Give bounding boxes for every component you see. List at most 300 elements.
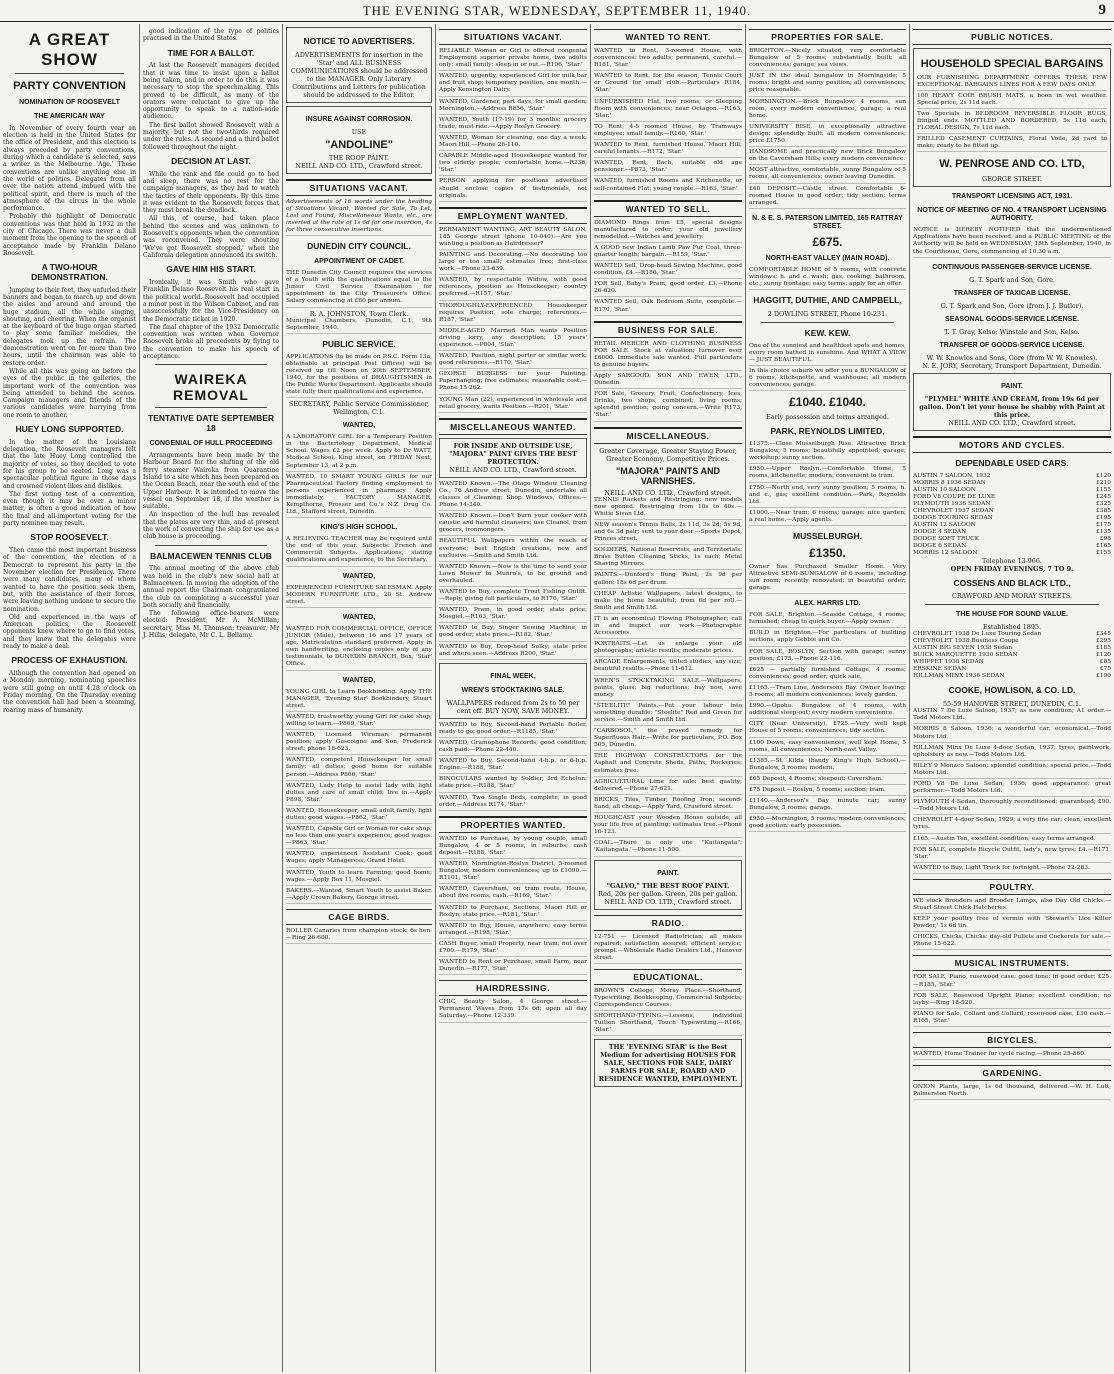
- cooke-howlison-address: 55-59 HANOVER STREET, DUNEDIN, C.1.: [942, 700, 1082, 709]
- galvo-box: [594, 860, 742, 910]
- classified-ad: COAL.—There is only one "Kaitangata"; 'Kaitangata.'—Phone 11-500.: [594, 840, 742, 856]
- article-paragraph: In November of every fourth year an election is held in the United States for the office of President, and this election is always preceded by party conventions, during which a candidate is selected, says a writer in the Melbourne 'Age.' These conventions are unlike anything else in the world of politics. Delegates from all over the nation attend imbued with the political spirit, and there is much of the atmosphere of the circus in the whole performance.: [3, 124, 136, 213]
- car-row: [913, 543, 1111, 550]
- dcc-date: Municipal Chambers, Dunedin, C.1, 9th September, 1940.: [286, 318, 432, 334]
- classified-ad: UNFURNISHED Flat, two rooms, or Sleeping Room with conveniences; near Octagon.—R163, 'Star.': [594, 99, 742, 122]
- notice-text: ADVERTISEMENTS for insertion in the 'Star' and ALL BUSINESS COMMUNICATIONS should be addressed to the MANAGER. Only Literary Contributions and Letters for publication should be addressed to the Editor.: [290, 50, 428, 99]
- motor-ad: £165.—Austin Ten, excellent condition; easy terms arranged.: [913, 836, 1111, 845]
- car-name: MORRIS 8 1936 SEDAN: [913, 479, 986, 486]
- license-category: TRANSFER OF GOODS-SERVICE LICENSE.: [939, 341, 1085, 349]
- category-wanted-to-rent: WANTED TO RENT.: [594, 29, 742, 45]
- car-price: £85: [1099, 659, 1111, 666]
- majora-box: [439, 438, 587, 478]
- subhead-process-exhaustion: PROCESS OF EXHAUSTION.: [11, 655, 128, 666]
- classified-ad: WANTED, urgently, experienced Girl for milk bar and fruit shop; temporary position, one month.—Apply Kensington Dairy.: [439, 73, 587, 96]
- car-row: [913, 645, 1111, 652]
- column-6: [746, 24, 910, 1372]
- classified-ad: BEAUTIFUL Wallpapers within the reach of everyone; best English creations, new and exclusive.—Smith and Smith Ltd.: [439, 538, 587, 561]
- wrens-title: FINAL WEEK,: [490, 672, 536, 680]
- car-price: £190: [1096, 673, 1111, 680]
- classified-ad: WANTED, Lady Help to assist lady with light duties and care of small child; live in.—Apply P898, 'Star.': [286, 783, 432, 806]
- music-ad: FOR SALE, Piano, rosewood case; good tone; in good order; £25.—R185, 'Star.': [913, 974, 1111, 990]
- classified-ad: AGRICULTURAL Lime for sale; best quality; delivered.—Phone 27-621.: [594, 779, 742, 795]
- category-gardening: GARDENING.: [913, 1065, 1111, 1081]
- property-ad: £625 — partially furnished Cottage, 4 rooms; conveniences; good order; quick sale.: [749, 667, 906, 683]
- subhead-american-way: THE AMERICAN WAY: [34, 112, 105, 120]
- category-bicycles: BICYCLES.: [913, 1032, 1111, 1048]
- car-price: £165: [1096, 542, 1111, 549]
- divider: [155, 407, 267, 408]
- classified-ad: WANTED, Pram, in good order, state price; Mosgiel.—R163, 'Star.': [439, 607, 587, 623]
- music-ad: PIANO for Sale, Collard and Collard, rosewood case, £30 cash.—R165, 'Star.': [913, 1011, 1111, 1027]
- car-price: £175: [1096, 521, 1111, 528]
- penrose-bargains-ad: [913, 48, 1111, 187]
- car-price: £120: [1096, 652, 1111, 659]
- article-paragraph: All this, of course, had taken place behind the scenes and was unknown to Roosevelt's opponents when the convention was reconvened. They were shouting 'We've got Roosevelt stopped,' when the California delegation announced its switch.: [143, 215, 279, 259]
- car-price: £75: [1099, 666, 1111, 673]
- car-name: AUSTIN 7 SALOON, 1932: [913, 472, 991, 479]
- subhead-congenial: CONGENIAL OF HULL PROCEEDING: [149, 440, 273, 447]
- classified-ad: WANTED Known.—The Otago Window Cleaning Co., 76 Andrew street, Dunedin, undertake all classes of Cleaning; Shop Windows, Offices.—Phone 14-340.: [439, 481, 587, 511]
- column-3: [283, 24, 436, 1372]
- classified-ad: RETAIL MERCER AND CLOTHING BUSINESS FOR SALE. Stock at valuation; turnover over £6000. Immediate sale wanted. Full particulars to genuine buyers.: [594, 341, 742, 371]
- classified-ad: WANTED, Gramophone Records, good condition; cash paid.—Phone 22-440.: [439, 740, 587, 756]
- car-name: AUSTIN 12 SALOON: [913, 521, 976, 528]
- car-name: MORRIS 12 SALOON: [913, 549, 978, 556]
- car-row: [913, 536, 1111, 543]
- car-row: [913, 529, 1111, 536]
- classified-ad: WANTED, Capable Girl or Woman for cake shop; no less than one year's experience; good wages.—P863, 'Star.': [286, 826, 432, 849]
- classified-ad: 12-751 — Licensed Radiotrician; all makes repaired; satisfaction assured; efficient service; prompt.—Wholesale Radio Dealers Ltd., Hanover street.: [594, 934, 742, 964]
- dependable-cars-title: DEPENDABLE USED CARS.: [955, 457, 1069, 468]
- classified-ad: GEORGE BURGESS for your Painting, Paperhanging; free estimates; reasonable cost.—Phone 15-262.: [439, 371, 587, 394]
- column-4: [436, 24, 591, 1372]
- property-ad: £950.—Mornington, 5 rooms; modern conveniences; good section; early possession.: [749, 816, 906, 832]
- misc-intro: Greater Coverage, Greater Staying Power, Greater Economy, Competitive Prices.: [599, 446, 737, 463]
- car-price: £155: [1096, 486, 1111, 493]
- car-row: [913, 659, 1111, 666]
- car-name: DODGE 4 SEDAN: [913, 528, 967, 535]
- public-service-sign: SECRETARY, Public Service Commissioner, Wellington, C.1.: [288, 400, 430, 417]
- classified-ad: WANTED to Purchase, by young couple, small Bungalow, 4 or 5 rooms, in suburbs; cash deposit.—R188, 'Star.': [439, 836, 587, 859]
- kew-text: One of the sunniest and healthiest spots and homes, every room bathed in sunshine. And WHAT A VIEW — JUST BEAUTIFUL.: [749, 343, 906, 366]
- classified-ad: WANTED, Youth (17-19) for 3 months; grocery trade; must ride.—Apply Roslyn Grocery.: [439, 117, 587, 133]
- andoline-desc: THE ROOF PAINT.: [328, 153, 390, 162]
- license-category: SEASONAL GOODS-SERVICE LICENSE.: [945, 315, 1079, 323]
- category-hairdressing: HAIRDRESSING.: [439, 980, 587, 996]
- car-row: [913, 508, 1111, 515]
- column-1: [0, 24, 140, 1372]
- article-paragraph: Then came the most important business of the convention, the election of a Democrat to represent his party in the November election for Presidency. There were many candidates, many of whom wanted to have the position seek them, but, with the assistance of their forces, were leaving nothing undone to secure the nomination.: [3, 547, 136, 613]
- classified-ad: WANTED, furnished Rooms and Kitchenette, or self-contained Flat; young couple.—R163, 'Star.': [594, 178, 742, 194]
- classified-ad: WANTED to Rent, for the season, Tennis Court or Ground for small club.—Particulars R184, 'Star.': [594, 73, 742, 96]
- poultry-ad: WE stock Brooders and Brooder Lamps, also Day Old Chicks.—Stuart Street Chick Hatcheries.: [913, 898, 1111, 914]
- cossens-address: CRAWFORD AND MORAY STREETS.: [951, 592, 1073, 601]
- classified-ad: "STEELITE" Paints.—Put your labour into something durable; "Steelite" Red and Green for service.—Smith and Smith Ltd.: [594, 703, 742, 726]
- young-girl-text: YOUNG GIRL to Learn Bookbinding. Apply THE MANAGER, 'Evening Star' Bookbindery, Stuart street.: [286, 689, 432, 712]
- article-paragraph: The final chapter of the 1932 Democratic convention was written when Governor Roosevelt broke all precedents by flying to the convention to make his speech of acceptance.: [143, 323, 279, 360]
- alex-harris-firm: ALEX. HARRIS LTD.: [794, 600, 861, 608]
- classified-ad: NEW season's Tennis Balls, 2s 11d, 3s 2d; 5s 9d, and 6s 3d pair; sent to your door.—Sports Depot, Princes street.: [594, 522, 742, 545]
- plymel-firm: NEILL AND CO. LTD., Crawford street.: [948, 418, 1076, 427]
- car-name: AUSTIN BIG SEVEN 1938 Sedan: [913, 645, 1013, 652]
- category-properties-for-sale: PROPERTIES FOR SALE.: [749, 29, 906, 45]
- car-name: FORD V8 COUPE DE LUXE: [913, 493, 996, 500]
- headline-great-show: A GREAT SHOW: [28, 30, 111, 69]
- article-paragraph: The annual meeting of the above club was held in the club's new social hall at Balmacewen. In moving the adoption of the annual report the Chairman congratulated the club on completing a successful year both socially and financially.: [143, 565, 279, 609]
- article-paragraph: The following office-bearers were elected: President, Mr A. McMillan; secretary, Miss M. Thomson; treasurer, Mr J. Hillis; delegate, Mr C. L. Bellamy.: [143, 610, 279, 640]
- car-name: CHEVROLET 1937 SEDAN: [913, 507, 994, 514]
- classified-ad: YOUNG Man (22), experienced in wholesale and retail grocery, wants Position.—R201, 'Star.': [439, 397, 587, 413]
- andoline-use: USE: [351, 127, 367, 136]
- classified-ad: BAKERS.—Wanted, Smart Youth to assist Baker.—Apply Crown Bakery, George street.: [286, 888, 432, 904]
- category-situations: SITUATIONS VACANT.: [439, 29, 587, 45]
- classified-ad: WANTED, competent Housekeeper for small family; all duties; good home for suitable person.—Address P866, 'Star.': [286, 757, 432, 780]
- classified-ad: WANTED, by respectable Widow, with good references, position as Housekeeper; country preferred.—R157, 'Star.': [439, 277, 587, 300]
- classified-ad: FOR Sale, Grocery, Fruit, Confectionery, Ices, Drinks, two shops, combined; living rooms; splendid position; going concern.—Write R173, 'Star.': [594, 391, 742, 421]
- divider: [15, 73, 124, 74]
- classified-ad: WREN'S STOCKTAKING SALE.—Wallpapers, paints, glass; big reductions; buy now, save money.: [594, 678, 742, 701]
- property-ad: £65 Deposit, 4 Rooms; sleepout; Caversham.: [749, 776, 906, 785]
- galvo-price: Red, 20s per gallon. Green, 20s per gallon.: [598, 889, 738, 898]
- paterson-firm: N. & E. S. PATERSON LIMITED, 165 RATTRAY STREET.: [752, 214, 903, 230]
- car-price: £98: [1099, 535, 1111, 542]
- car-price: £135: [1096, 528, 1111, 535]
- bargains-item: FRILLED CASEMENT CURTAINS, Floral Voile, 2d yard to make; ready to be fitted up.: [917, 136, 1107, 152]
- car-row: [913, 550, 1111, 557]
- car-row: [913, 631, 1111, 638]
- car-name: WHIPPET 1930 SEDAN: [913, 659, 984, 666]
- property-ad: BRIGHTON.—Nicely situated, very comfortable Bungalow of 5 rooms; substantially built; all conveniences; garage; sea views.: [749, 48, 906, 71]
- classified-ad: THE HIGHWAY CONSTRUCTORS for the Asphalt and Concrete Sheds, Paths, Rockeries; estimates free.: [594, 753, 742, 776]
- public-service-text: APPLICATIONS (to be made on P.S.C. Form 13a, obtainable at principal Post Offices) will be received up till Noon on 20th SEPTEMBER, 1940, for the positions of DRAUGHTSMEN in the Public Works Department. Applicants should state fully their qualifications and experience.: [286, 354, 432, 399]
- car-name: AUSTIN 10 SALOON: [913, 486, 976, 493]
- classified-ad: WANTED, Housekeeper, small adult family, light duties; good wages.—P862, 'Star.': [286, 808, 432, 824]
- classified-ad: BINOCULARS wanted by Soldier, 3rd Echelon; state price.—R188, 'Star.': [439, 776, 587, 792]
- galvo-firm: NEILL AND CO. LTD., Crawford street.: [604, 897, 732, 906]
- car-row: [913, 666, 1111, 673]
- car-price: £385: [1096, 507, 1111, 514]
- majora-box-firm: NEILL AND CO. LTD., Crawford street.: [449, 465, 577, 474]
- music-ad: FOR SALE, Rosewood Upright Piano; excellent condition; no layby.—Ring 18-520.: [913, 993, 1111, 1009]
- classified-ad: WANTED to Buy, Second-hand 4-h.p. or 6-h.p. Engine.—R188, 'Star.': [439, 758, 587, 774]
- musselburgh-title: MUSSELBURGH.: [793, 531, 862, 541]
- used-car-list: [913, 473, 1111, 557]
- classified-ad: SOLDIERS, National Reservists, and Territorials: Brass Button Cleaning Sticks, 1s each; Metal Shaving Mirrors.: [594, 547, 742, 570]
- andoline-product: "ANDOLINE": [325, 138, 393, 151]
- motor-ad: FOR SALE, complete Bicycle Outfit, lady's, new tyres; £4.—R171, 'Star.': [913, 847, 1111, 863]
- category-motors: MOTORS AND CYCLES.: [913, 436, 1111, 453]
- classified-ad: ARCADE Enlargements, tinted studies, any size; beautiful results.—Phone 11-612.: [594, 659, 742, 675]
- sound-value-established: Established 1895.: [982, 623, 1042, 632]
- category-wanted-to-sell: WANTED TO SELL.: [594, 200, 742, 217]
- car-price: £185: [1096, 645, 1111, 652]
- masthead-title: THE EVENING STAR, WEDNESDAY, SEPTEMBER 11, 1940.: [362, 2, 752, 18]
- classified-ad: CAPABLE Middle-aged Housekeeper wanted for two elderly people; comfortable home.—R238, 'Star.': [439, 153, 587, 176]
- transport-act-sign: N. E. JORY, Secretary, Transport Department, Dunedin.: [922, 361, 1102, 370]
- classified-ad: WANTED to Rent, 3-roomed House, with conveniences; two adults; permanent, careful.—R181, 'Star.': [594, 48, 742, 71]
- classified-ad: WANTED Known.—Don't burn your cooker with caustic and harmful cleansers; use Cleanol, from grocers, ironmongers.: [439, 513, 587, 536]
- property-ad: JUST IN the ideal bungalow in Morningside; 5 rooms; bright and sunny position; all conveniences; price reasonable.: [749, 73, 906, 96]
- category-cage-birds: CAGE BIRDS.: [286, 909, 432, 925]
- galvo-title: PAINT.: [657, 869, 679, 877]
- rate-note: Advertisements of 16 words under the heading of Situations Vacant, Wanted for Sale, To Let, Lost and Found, Miscellaneous Wants, etc., are inserted at the rate of 1s 6d for one insertion, 4s for three consecutive insertions.: [286, 199, 432, 236]
- classified-ad: WANTED Sell, Oak Bedroom Suite, complete.—R170, 'Star.': [594, 299, 742, 315]
- bargains-item: 100 HEAVY COIR BRUSH MATS, a boon in wet weather. Special price, 2s 11d each.: [917, 93, 1107, 109]
- category-radio: RADIO.: [594, 915, 742, 931]
- star-medium-box: [594, 1039, 742, 1087]
- lab-title: WANTED,: [342, 422, 376, 430]
- classified-ad: WANTED, Licensed Wireman; permanent position; apply Gascoigne and Son, Frederick street; phone 18-623.: [286, 732, 432, 755]
- article-paragraph: The first ballot showed Roosevelt with a majority, but not the two-thirds required under the rules. A second and a third ballot followed throughout the night.: [143, 121, 279, 151]
- car-price: £245: [1096, 493, 1111, 500]
- property-ad: £990.—Opoho. Bungalow of 4 rooms, with additional sleep-out; every modern convenience.: [749, 703, 906, 719]
- andoline-ad: [286, 106, 432, 174]
- dcc-text: THE Dunedin City Council requires the services of a Youth with the qualifications equal to the Junior Civil Service Examination for appointment to the City Treasurer's Office. Salary commencing at £60 per annum.: [286, 270, 432, 307]
- wrens-sale-box: [439, 663, 587, 719]
- car-price: £120: [1096, 472, 1111, 479]
- andoline-firm: NEILL AND CO. LTD., Crawford street.: [295, 161, 423, 170]
- subhead-nomination: NOMINATION OF ROOSEVELT: [19, 98, 120, 106]
- subhead-huey-long: HUEY LONG SUPPORTED.: [15, 424, 124, 435]
- dcc-title: DUNEDIN CITY COUNCIL.: [307, 241, 411, 252]
- classified-ad: WANTED, Youth to learn Farming; good home; wages.—Apply Box 11, Mosgiel.: [286, 870, 432, 886]
- car-price: £155: [1096, 549, 1111, 556]
- price-1350: £1350.: [809, 545, 846, 560]
- terms-line: Early possession and terms arranged.: [766, 413, 889, 422]
- article-paragraph: Although the convention had opened on a Monday morning, nominating speeches were still going on until 4.28 o'clock on Friday morning. On the Thursday evening the convention hall had been a steaming, roaring mass of humanity.: [3, 670, 136, 714]
- classified-ad: WANTED to Rent or Purchase, small Farm, near Dunedin.—R177, 'Star.': [439, 959, 587, 975]
- classified-ad: IT is an economical Flowing Photographer; call in and inspect our work.—Photographic Accessories.: [594, 616, 742, 639]
- article-paragraph: While the rank and file could go to bed and sleep, there was no rest for the campaign managers, as they had to watch the tactics of their opponents. By this time it was evident to the Roosevelt forces that they must break the deadlock.: [143, 170, 279, 215]
- article-paragraph: Probably the highlight of Democratic conventions was that held in 1932 in the city of Chicago. There was never a dull moment from the opening to the speech of acceptance made by Franklin Delano Roosevelt.: [3, 213, 136, 257]
- classified-ad: PORTRAITS.—Let us enlarge your old photographs; artistic results; moderate prices.: [594, 641, 742, 657]
- park-reynolds-firm: PARK, REYNOLDS LIMITED,: [770, 426, 885, 437]
- license-applicant: T. T. Gray, Kelso; Winstale and Son, Kelso.: [944, 327, 1080, 336]
- property-ad: £1000.—Near tram; 6 rooms; garage; nice garden; a real home.—Apply agents.: [749, 510, 906, 526]
- car-price: £345: [1096, 631, 1111, 638]
- car-row: [913, 652, 1111, 659]
- category-situations-vacant: SITUATIONS VACANT.: [286, 179, 432, 196]
- column-5: [591, 24, 746, 1372]
- divider: [925, 604, 1099, 605]
- classified-ad: SHORTHAND-TYPING.—Lessons, individual Tuition Shorthand, Touch Typewriting.—R166, 'Star.': [594, 1013, 742, 1036]
- subhead-time-for-ballot: TIME FOR A BALLOT.: [167, 47, 255, 58]
- furniture-title: WANTED,: [342, 572, 376, 580]
- poultry-ad: KEEP your poultry free of vermin with 'Stewart's Lice Killer Powder,' 1s 6d tin.: [913, 916, 1111, 932]
- penrose-firm: W. PENROSE AND CO. LTD,: [939, 158, 1085, 171]
- gardening-ad: ONION Plants, large, 1s 6d thousand, delivered.—W. H. Lutt, Palmerston North.: [913, 1084, 1111, 1100]
- kew-title: KEW. KEW.: [804, 327, 851, 338]
- kings-high-title: KING'S HIGH SCHOOL.: [320, 524, 398, 532]
- car-price: £195: [1096, 514, 1111, 521]
- transport-act-sub: NOTICE OF MEETING OF NO. 4 TRANSPORT LICENSING AUTHORITY.: [917, 207, 1107, 223]
- dependable-hours: OPEN FRIDAY EVENINGS, 7 TO 9.: [950, 564, 1074, 573]
- car-row: [913, 501, 1111, 508]
- subhead-party-convention: PARTY CONVENTION: [13, 80, 126, 93]
- subhead-two-hour-demonstration: A TWO-HOUR DEMONSTRATION.: [31, 262, 108, 282]
- subhead-tentative-date: TENTATIVE DATE SEPTEMBER 18: [147, 413, 275, 434]
- car-price: £295: [1096, 638, 1111, 645]
- classified-ad: WANTED to Purchase, Sections, Maori Hill or Roslyn; state price.—R181, 'Star.': [439, 905, 587, 921]
- classified-ad: THOROUGHLY-EXPERIENCED Housekeeper requires Position, sole charge; references.—R187, 'Star.': [439, 303, 587, 326]
- majora-line: "MAJORA" PAINTS AND VARNISHES.: [615, 465, 721, 486]
- car-row: [913, 480, 1111, 487]
- car-row: [913, 638, 1111, 645]
- public-service-title: PUBLIC SERVICE.: [322, 338, 396, 349]
- classified-ad: ROUGHCAST your Wooden House outside, all your life free of painting; estimates free.—Phone 16-123.: [594, 815, 742, 838]
- category-business-for-sale: BUSINESS FOR SALE.: [594, 321, 742, 338]
- classified-ad: TENNIS Rackets and Restringing; new models now opened. Restringing from 10s to 40s.—Whitie Sivan Ltd.: [594, 497, 742, 520]
- car-price: £210: [1096, 479, 1111, 486]
- license-applicant: W. W. Knowles and Sons, Gore (from W. W. Knowles).: [926, 353, 1098, 362]
- galvo-name: "GALVO," THE BEST ROOF PAINT.: [606, 881, 730, 890]
- article-paragraph: Jumping to their feet, they unfurled their banners and began to march up and down the aisles and around and around the huge stadium, all the while singing, shouting, and cheering. When the organist at the keyboard of the huge organ started to play some familiar melodies, the delegates took up the refrain. The demonstration went on for more than two hours, until the chairman was able to restore order.: [3, 286, 136, 367]
- classified-ad: TO Rent, 4-5 roomed House, by Tramways employee; small family.—R160, 'Star.': [594, 124, 742, 140]
- classified-ad: MIDDLE-AGED Married Man wants Position driving lorry, any description; 15 years' experience.—P804, 'Star.': [439, 328, 587, 351]
- classified-ad: WANTED to Buy, complete Trout Fishing Outfit.—Reply, giving full particulars, to R176, 'Star.': [439, 589, 587, 605]
- haggitt-firm: HAGGITT, DUTHIE, AND CAMPBELL,: [753, 295, 902, 306]
- motor-ad: FORD V8 De Luxe Sedan, 1936; good appearance; great performer.—Todd Motors Ltd.: [913, 781, 1111, 797]
- license-category: CONTINUOUS PASSENGER-SERVICE LICENSE.: [932, 263, 1092, 271]
- classified-ad: PAINTS.—Dunford's Bung Paint, 2s 9d per gallon; 18s 6d per drum.: [594, 572, 742, 588]
- property-ad: UNIVERSITY RISE, in exceptionally attractive design; splendidly built; all modern conveniences; price £1750.: [749, 124, 906, 147]
- classified-ad: WANTED to Buy, House, anywhere; easy terms arranged.—R198, 'Star.': [439, 923, 587, 939]
- motor-ad: AUSTIN 7 De Luxe Saloon, 1937; as new condition; A1 order.—Todd Motors Ltd.: [913, 708, 1111, 724]
- property-ad: £1140.—Anderson's Bay minute car; sunny Bungalow, 5 rooms; garage.: [749, 798, 906, 814]
- car-name: DODGE SOFT TRUCK: [913, 535, 980, 542]
- poultry-ad: CHICKS, Chicks, Chicks: day-old Pullets and Cockerels for sale.—Phone 15-622.: [913, 934, 1111, 950]
- andoline-title: INSURE AGAINST CORROSION.: [305, 115, 413, 123]
- car-name: CHEVROLET 1938 De Luxe Touring Sedan: [913, 631, 1042, 638]
- kew-text-2: In this choice suburb we offer you a BUNGALOW of 6 rooms, kitchenette, and washhouse; all modern conveniences; garage.: [749, 368, 906, 391]
- motor-ad: WANTED to Buy, Light Truck for fortnight.—Phone 22-283.: [913, 865, 1111, 874]
- used-car-list-2: [913, 631, 1111, 680]
- wrens-sub: WREN'S STOCKTAKING SALE.: [461, 686, 565, 694]
- column-2: [140, 24, 283, 1372]
- dependable-phone: Telephone 13-966.: [982, 556, 1042, 565]
- classified-ad: WANTED to Buy, Drop-head Sulky; state price and where seen.—Address R200, 'Star.': [439, 644, 587, 660]
- classified-ad: WANTED, experienced Assistant Cook; good wages; apply Manageress, Grand Hotel.: [286, 851, 432, 867]
- classified-ad: ROLLER Canaries from champion stock; 6s hen.—Ring 26-600.: [286, 928, 432, 944]
- subhead-stop-roosevelt: STOP ROOSEVELT.: [30, 532, 109, 543]
- classified-ad: WANTED, Caversham, on tram route, House, about five rooms; cash.—R169, 'Star.': [439, 886, 587, 902]
- page-number: 9: [1098, 2, 1106, 18]
- property-ad: CITY (Near University), £725.—Very well kept House of 5 rooms; conveniences; tidy section.: [749, 721, 906, 737]
- nev-text: COMFORTABLE HOME of 5 rooms, with concrete windows; h. and c. wash; gas, cooking; bathroom, etc.; sunny frontage; easy terms; apply for an offer.: [749, 267, 906, 290]
- classified-ad: Apply SARGOOD, SON AND EWEN, LTD., Dunedin.: [594, 373, 742, 389]
- car-name: ERSKINE SEDAN: [913, 666, 967, 673]
- property-ad: £75 Deposit.—Roslyn, 5 rooms; section; tram.: [749, 787, 906, 796]
- category-properties-wanted: PROPERTIES WANTED.: [439, 816, 587, 833]
- category-musical-instruments: MUSICAL INSTRUMENTS.: [913, 955, 1111, 971]
- motor-ad: CHEVROLET 4-door Sedan, 1929; a very fine car; clean; excellent tyres.: [913, 817, 1111, 833]
- bargains-text: OUR FURNISHING DEPARTMENT OFFERS THESE FEW EXCEPTIONAL BARGAINS LINES FOR A FEW DAYS ONLY.: [917, 75, 1107, 91]
- property-ad: £1385.—St. Kilda (handy King's High School).—Bungalow, 5 rooms; modern.: [749, 758, 906, 774]
- classified-ad: "CARBOSOL," the proved remedy for Superfluous Hair.—Write for particulars, P.O. Box 505, Dunedin.: [594, 728, 742, 751]
- price-1040: £1040. £1040.: [789, 395, 866, 410]
- article-paragraph: In the matter of the Louisiana delegation, the Roosevelt managers felt that the late Huey Long controlled the majority of votes, so they decided to vote for his group to be seated. Long was a spectacular political figure in those days and crowned violent likes and dislikes.: [3, 438, 136, 490]
- article-paragraph: While all this was going on before the eyes of the public in the galleries, the important work of the convention was being attended to behind the scenes. Campaign managers and friends of the various candidates were hurrying from one room to another.: [3, 367, 136, 419]
- sound-value-title: THE HOUSE FOR SOUND VALUE.: [956, 611, 1068, 619]
- classified-ad: PAINTING and Decorating.—No decorating too large or too small; estimates free; first-class work.—Phone 23-639.: [439, 252, 587, 275]
- motor-ad: PLYMOUTH 4-Sedan, thoroughly reconditioned; guaranteed; £90.—Todd Motors Ltd.: [913, 799, 1111, 815]
- car-row: [913, 487, 1111, 494]
- plymel-ad: [913, 373, 1111, 431]
- classified-ad: WANTED, trustworthy young Girl for cake shop; willing to learn.—P869, 'Star.': [286, 714, 432, 730]
- factory-ad: WANTED, 10 SMART YOUNG GIRLS for our Pharmaceutical Factory finding employment to persons experienced in pharmacy. Apply immediately, FACTORY MANAGER, Kempthorne, Prosser and Co.'s N.Z. Drug Co. Ltd., Stafford street, Dunedin.: [286, 474, 432, 519]
- category-educational: EDUCATIONAL.: [594, 969, 742, 985]
- star-medium-text: THE 'EVENING STAR' is the Best Medium for advertising HOUSES FOR SALE, SECTIONS FOR SALE, DAIRY FARMS FOR SALE, BOARD AND RESIDENCE WANTED, EMPLOYMENT.: [598, 1043, 738, 1084]
- cooke-howlison-firm: COOKE, HOWLISON, & CO. LD.: [948, 685, 1076, 696]
- plymel-text: "PLYMEL" WHITE AND CREAM, from 19s 6d per gallon. Don't let your house be shabby with Paint at this price.: [919, 394, 1105, 419]
- classified-ad: DIAMOND Rings from £5, special designs manufactured to order; your old jewellery remodelled.—Watches and jewellery.: [594, 220, 742, 243]
- wrens-text: WALLPAPERS reduced from 2s to 50 per cent off. BUY NOW, SAVE MONEY.: [446, 698, 580, 715]
- car-row: [913, 473, 1111, 480]
- cossens-firm: COSSENS AND BLACK LTD.,: [953, 577, 1071, 588]
- article-paragraph: Arrangements have been made by the Harbour Board for the shifting of the old ferry steamer Waireka from Quarantine Island to a site which has been prepared on the Ocean Beach, near the south end of the Upper Harbour. It is intended to move the vessel on September 18, if the weather is suitable.: [143, 452, 279, 511]
- property-ad: £1375.—Close Musselburgh Rise. Attractive Brick Bungalow, 5 rooms; beautifully appointed; garage; workshop; sunny section.: [749, 441, 906, 464]
- classified-ad: PERMANENT WANTING, ART BEAUTY SALON, 185 George street (phone 10-040).—Are you wanting a position as Hairdresser?: [439, 227, 587, 250]
- nev-title: NORTH-EAST VALLEY (MAIN ROAD).: [765, 254, 890, 262]
- property-ad: £40 DEPOSIT.—Castle street. Comfortable 6-roomed House in good order; tidy section; terms arranged.: [749, 186, 906, 209]
- furniture-text: EXPERIENCED FURNITURE SALESMAN. Apply MODERN FURNITURE LTD., 20 St. Andrew street.: [286, 585, 432, 608]
- classified-ad: RELIABLE Woman or Girl is offered congenial Employment superior private home, two adults only; small family; sleep in or out.—R196, 'Star.': [439, 48, 587, 71]
- classified-ad: WANTED, Position, night porter or similar work; good references.—R170, 'Star.': [439, 353, 587, 369]
- bicycle-ad: WANTED, Home Trainer for cycle racing.—Phone 25-860.: [913, 1051, 1111, 1060]
- subhead-gave-start: GAVE HIM HIS START.: [166, 264, 256, 275]
- motor-ad: MORRIS 8 Saloon, 1936; a wonderful car; economical.—Todd Motors Ltd.: [913, 726, 1111, 742]
- divider: [155, 364, 267, 365]
- property-ad: £100 Down, easy conveniences, well kept Home, 5 rooms, all conveniences; North-east Valley.: [749, 740, 906, 756]
- property-ad: £750.—North end, very sunny position; 5 rooms, h. and c., gas; excellent condition.—Park, Reynolds Ltd.: [749, 485, 906, 508]
- classified-ad: PERSON applying for positions advertised should enclose copies of testimonials, not originals.: [439, 178, 587, 201]
- classified-ad: WANTED Known.—Now is the time to send your Lawn Mower to Munro's, to be ground and overhauled.: [439, 564, 587, 587]
- classified-ad: WANTED, Mornington-Roslyn District, 5-roomed Bungalow, modern conveniences; up to £1000.—R1101, 'Star.': [439, 861, 587, 884]
- dcc-sign: R. A. JOHNSTON, Town Clerk.: [309, 309, 409, 318]
- classified-ad: CHEAP Artistic Wallpapers, latest designs, to make the home beautiful; from 6d per roll.—Smith and Smith Ltd.: [594, 591, 742, 614]
- property-ad: £1165.—Tram Line, Andersons Bay. Owner leaving; 5 rooms; all modern conveniences; lovely garden.: [749, 685, 906, 701]
- property-ad: MORNINGTON.—Brick Bungalow, 4 rooms, sun room, every modern convenience, garage; a real home.: [749, 99, 906, 122]
- majora-box-text: FOR INSIDE AND OUTSIDE USE, "MAJORA" PAINT GIVES THE BEST PROTECTION.: [449, 441, 577, 466]
- property-ad: £950.—Upper Roslyn.—Comfortable Home, 5 rooms, kitchenette; modern; convenient to tram.: [749, 466, 906, 482]
- transport-act-text: NOTICE is HEREBY NOTIFIED that the undermentioned Applications have been received, and a PUBLIC MEETING of the Authority will be held on WEDNESDAY, 18th September, 1940, in the Courthouse, Gore, commencing at 10.30 a.m.: [913, 227, 1111, 257]
- car-name: HILLMAN MINX 1936 SEDAN: [913, 673, 1005, 680]
- column-7: [910, 24, 1114, 1372]
- car-row: [913, 673, 1111, 680]
- haggitt-address: 2 DOWLING STREET. Phone 10-231.: [767, 309, 888, 318]
- car-row: [913, 494, 1111, 501]
- divider: [761, 322, 894, 323]
- car-row: [913, 522, 1111, 529]
- classified-ad: WANTED to Buy, Singer Sewing Machine, in good order; state price.—R182, 'Star.': [439, 625, 587, 641]
- car-name: CHEVROLET 1938 Business Coupe: [913, 638, 1019, 645]
- car-name: PLYMOUTH 1936 SEDAN: [913, 500, 991, 507]
- classified-ad: WANTED, Two Single Beds, complete, in good order.—Address R174, 'Star.': [439, 795, 587, 811]
- car-row: [913, 515, 1111, 522]
- property-ad: BUILD in Brighton.—For particulars of building sections, apply Gebbie and Co.: [749, 630, 906, 646]
- property-ad: FOR SALE, ROSLYN, Section with garage; sunny position; £175.—Phone 22-116.: [749, 649, 906, 665]
- bargains-item: Two Specials in BEDROOM REVERSIBLE FLOOR RUGS, fringed ends. MOTTLED AND BORDERED, 5s 11d each. FLORAL DESIGN, 7s 11d each.: [917, 111, 1107, 134]
- masthead: [0, 0, 1114, 22]
- kings-high-text: A RELIEVING TEACHER may be required until the end of this year. Subjects: French and Commercial Subjects. Applications, stating qualifications and experience, to the Secretary.: [286, 536, 432, 566]
- motor-ad: HILLMAN Minx De Luxe 4-door Sedan, 1937; tyres, paintwork, upholstery as new.—Todd Motors Ltd.: [913, 745, 1111, 761]
- license-applicant: G. T. Spark and Son, Gore.: [969, 275, 1055, 284]
- article-paragraph: An inspection of the hull has revealed that the plates are very thin, and at present the work of converting the ship for use as a club house is proceeding.: [143, 511, 279, 541]
- category-miscellaneous-wanted: MISCELLANEOUS WANTED.: [439, 418, 587, 435]
- car-name: DODGE 6 SEDAN: [913, 542, 967, 549]
- article-paragraph: good indication of the type of politics practised in the United States.: [143, 28, 279, 43]
